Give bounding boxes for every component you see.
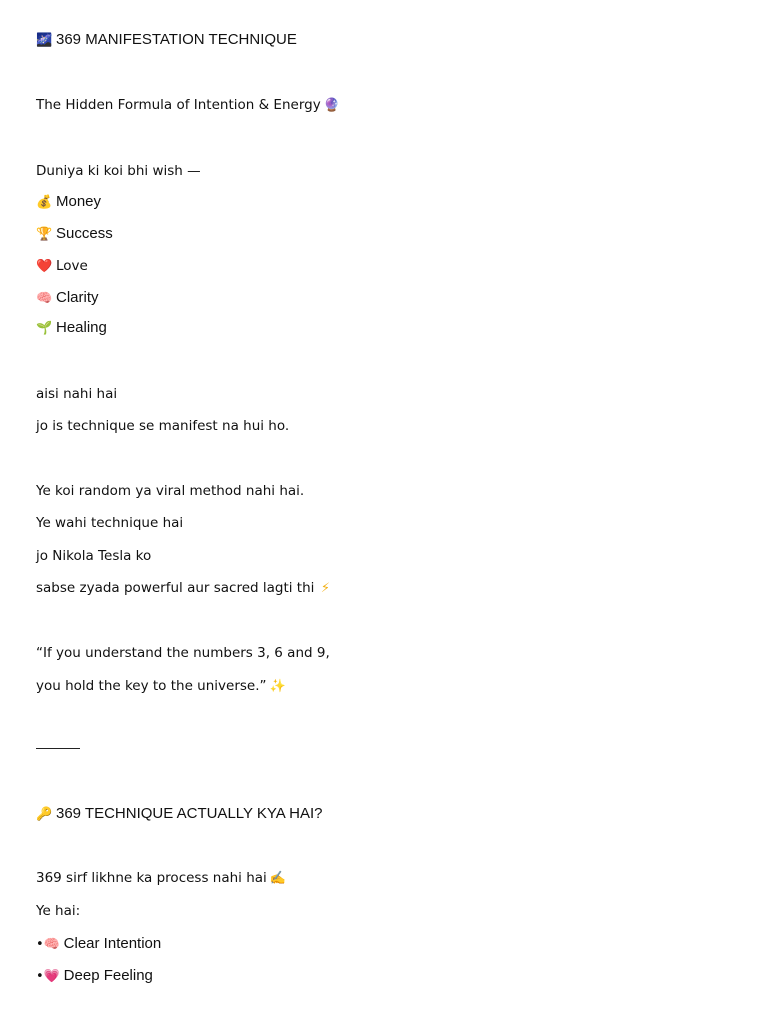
bullet: • <box>36 937 44 952</box>
paragraph-line: Ye koi random ya viral method nahi hai. <box>36 483 305 499</box>
subtitle <box>36 96 340 115</box>
section-divider <box>36 748 80 749</box>
paragraph-line: jo Nikola Tesla ko <box>36 548 152 564</box>
bullet-item-clear-intention <box>36 934 161 955</box>
subtitle-text: The Hidden Formula of Intention & Energy <box>36 97 321 113</box>
wish-item-clarity <box>36 288 99 309</box>
wish-item-money <box>36 192 101 213</box>
bullet: • <box>36 969 44 984</box>
wish-label: Success <box>56 225 113 242</box>
quote-text: you hold the key to the universe.” <box>36 678 267 694</box>
milky-way-icon: 🌌 <box>36 33 53 48</box>
paragraph-line: aisi nahi hai <box>36 386 118 402</box>
bullet-label: Clear Intention <box>63 935 162 952</box>
wish-item-healing <box>36 318 107 339</box>
seedling-icon: 🌱 <box>36 321 53 336</box>
section-line <box>36 869 286 888</box>
wish-label: Love <box>56 258 88 274</box>
intro-line: Duniya ki koi bhi wish — <box>36 163 201 179</box>
brain-icon: 🧠 <box>36 291 53 306</box>
paragraph-text: sabse zyada powerful aur sacred lagti thi <box>36 580 315 596</box>
page-title-text: 369 MANIFESTATION TECHNIQUE <box>56 31 297 48</box>
wish-item-success <box>36 224 113 245</box>
page-title <box>36 30 297 51</box>
section-line: Ye hai: <box>36 903 81 919</box>
writing-hand-icon: ✍️ <box>269 871 286 886</box>
crystal-ball-icon: 🔮 <box>323 98 340 113</box>
wish-label: Healing <box>56 319 107 336</box>
quote-line: “If you understand the numbers 3, 6 and 9, <box>36 645 330 661</box>
bullet-item-deep-feeling <box>36 966 153 987</box>
wish-label: Money <box>56 193 102 210</box>
money-bag-icon: 💰 <box>36 195 53 210</box>
heart-icon: ❤️ <box>36 259 53 274</box>
heart-icon: 💗 <box>43 969 60 984</box>
section-heading-text: 369 TECHNIQUE ACTUALLY KYA HAI? <box>56 805 323 822</box>
sparkles-icon: ✨ <box>269 679 286 694</box>
quote-line <box>36 677 286 696</box>
trophy-icon: 🏆 <box>36 227 53 242</box>
key-icon: 🔑 <box>36 807 53 822</box>
wish-item-love <box>36 256 88 277</box>
lightning-icon: ⚡ <box>320 581 330 596</box>
paragraph-line <box>36 579 333 598</box>
wish-label: Clarity <box>56 289 99 306</box>
section-heading <box>36 804 323 825</box>
section-text: 369 sirf likhne ka process nahi hai <box>36 870 267 886</box>
brain-icon: 🧠 <box>43 937 60 952</box>
paragraph-line: jo is technique se manifest na hui ho. <box>36 418 290 434</box>
bullet-label: Deep Feeling <box>63 967 153 984</box>
paragraph-line: Ye wahi technique hai <box>36 515 184 531</box>
